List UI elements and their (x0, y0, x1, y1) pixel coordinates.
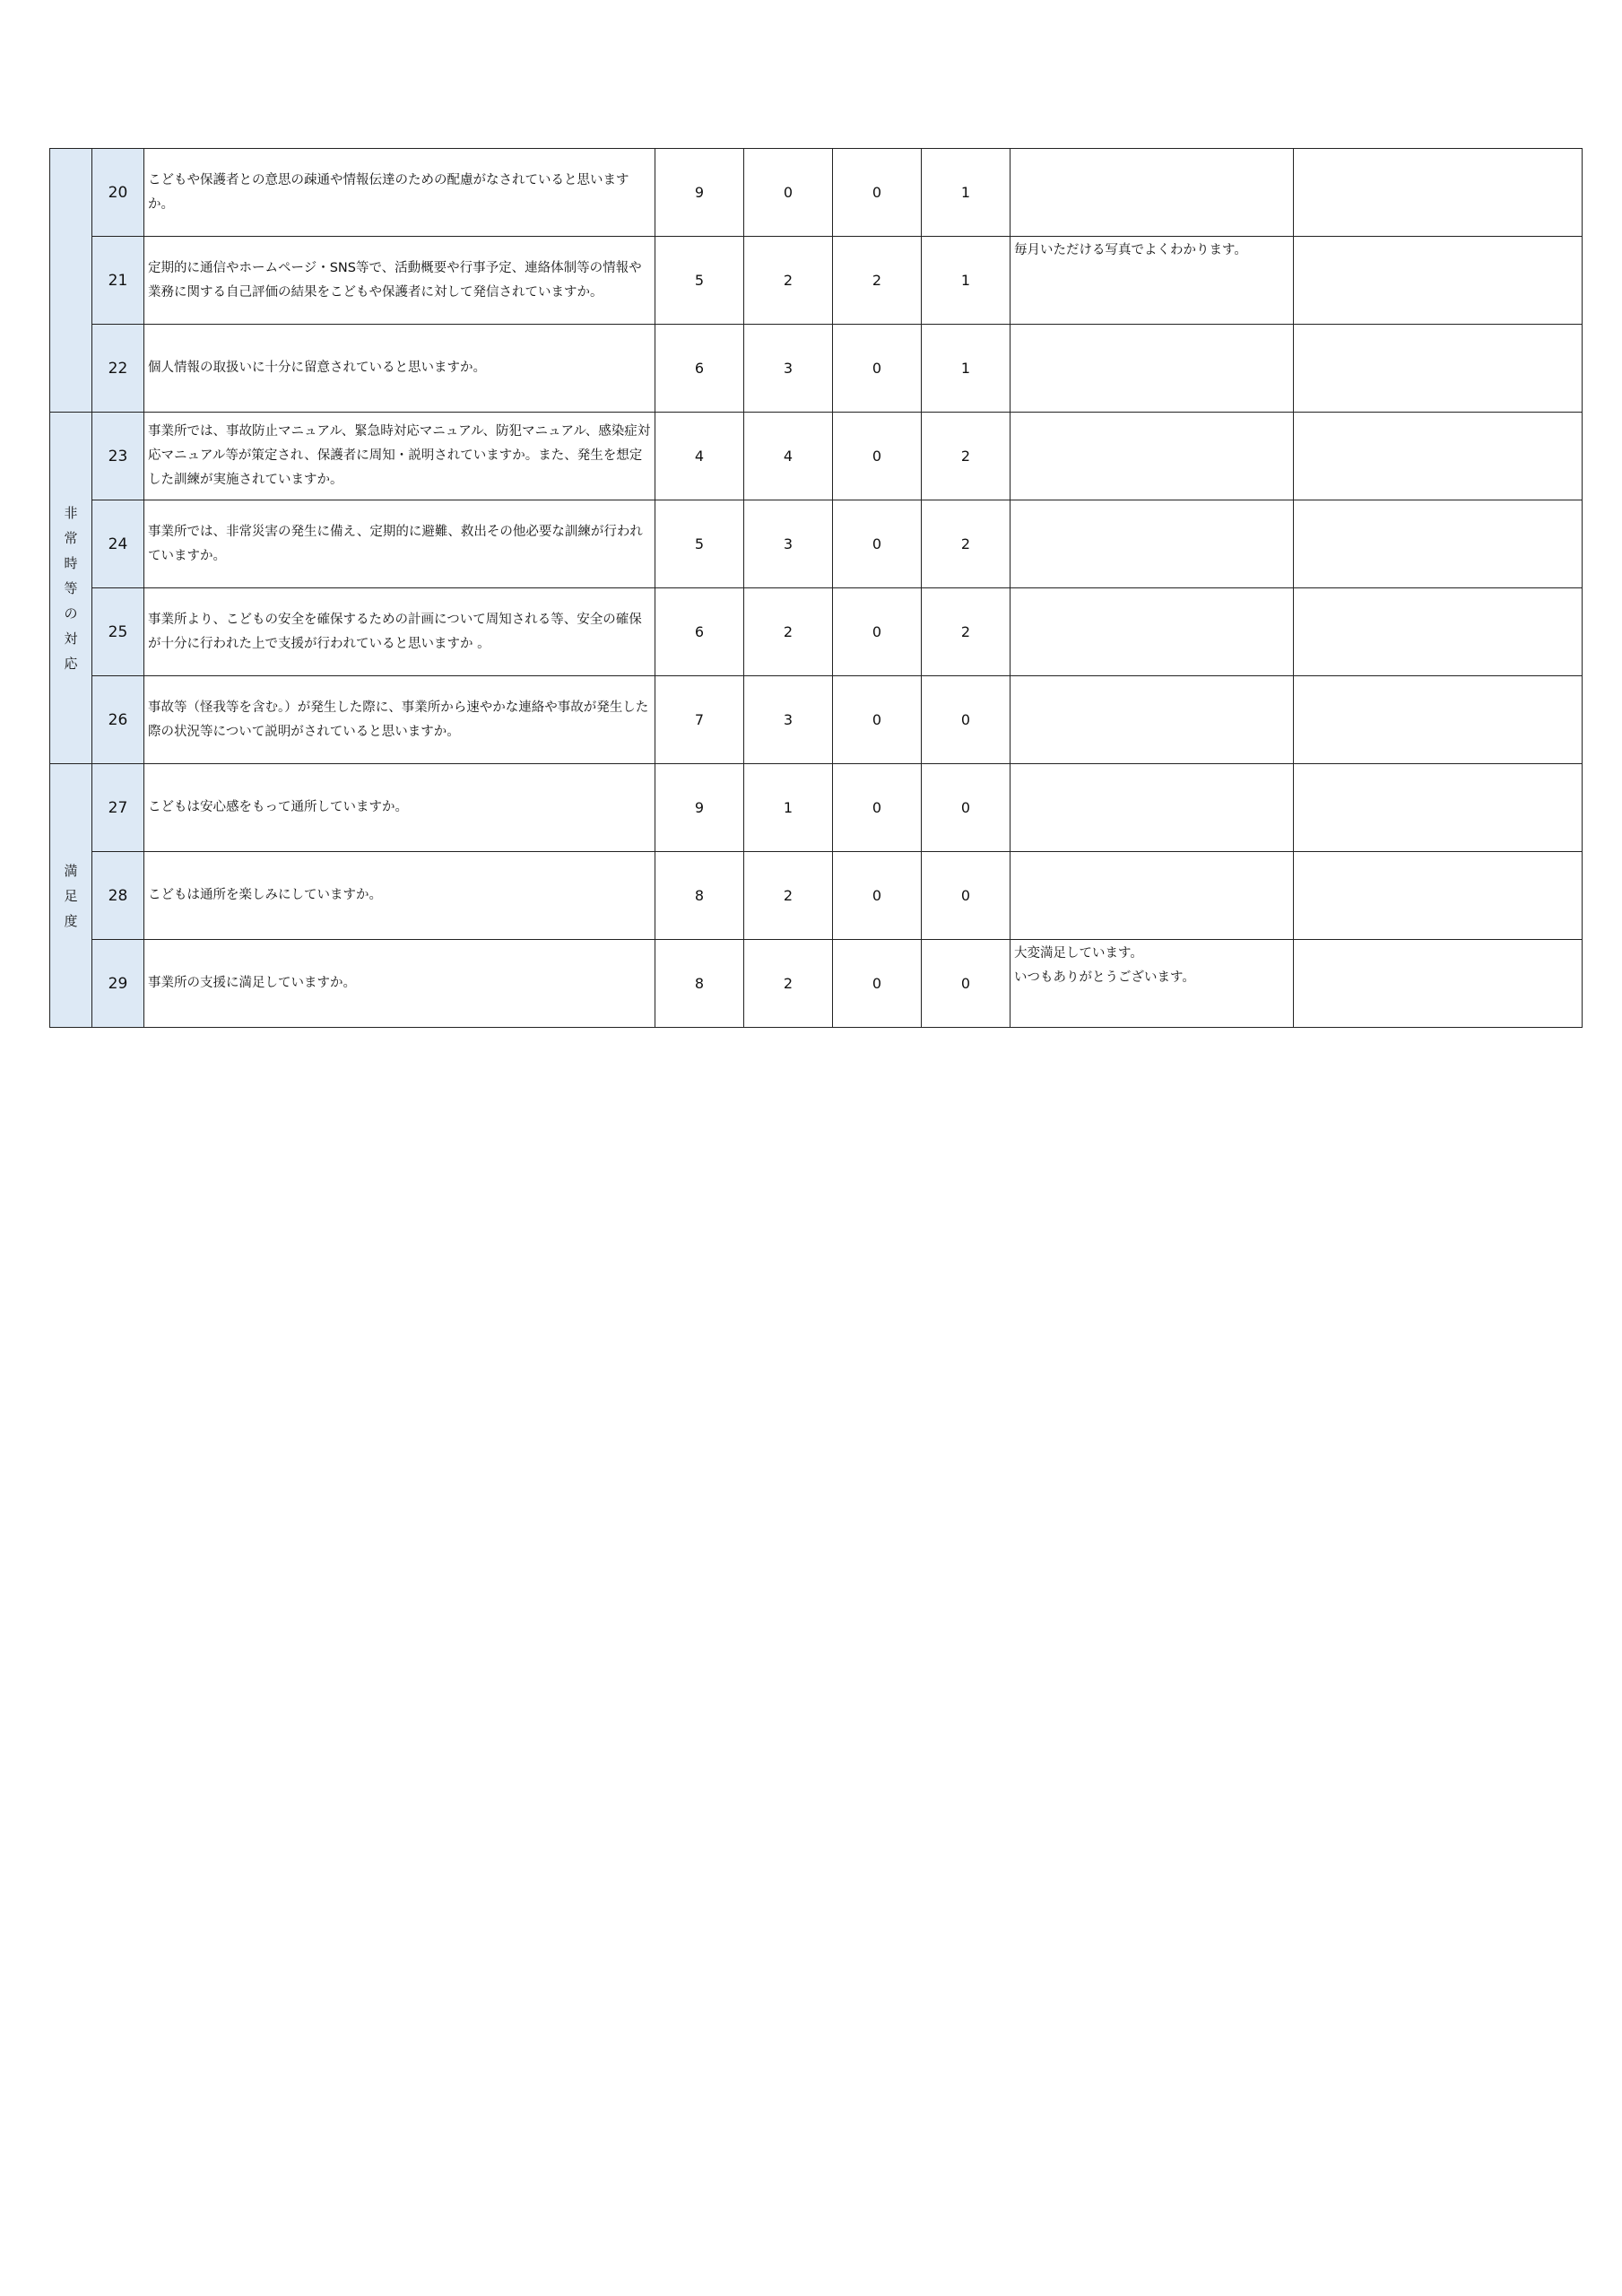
count-a: 5 (655, 237, 744, 325)
survey-table (49, 148, 1583, 1028)
table-row (50, 500, 1583, 588)
guardian-comment (1010, 588, 1294, 676)
question-text: 事故等（怪我等を含む。）が発生した際に、事業所から速やかな連絡や事故が発生した際の状況等について説明がされていると思いますか。 (144, 676, 655, 764)
count-b: 3 (744, 676, 833, 764)
count-a: 9 (655, 764, 744, 852)
guardian-comment (1010, 413, 1294, 500)
count-c: 0 (833, 588, 922, 676)
count-a: 8 (655, 940, 744, 1028)
facility-reply (1294, 237, 1583, 325)
count-b: 0 (744, 149, 833, 237)
count-c: 0 (833, 500, 922, 588)
question-number: 25 (92, 588, 144, 676)
guardian-comment (1010, 325, 1294, 413)
count-c: 0 (833, 852, 922, 940)
count-d: 1 (922, 149, 1010, 237)
facility-reply (1294, 940, 1583, 1028)
table-row (50, 325, 1583, 413)
count-c: 2 (833, 237, 922, 325)
facility-reply (1294, 149, 1583, 237)
table-row (50, 764, 1583, 852)
question-text: 事業所の支援に満足していますか。 (144, 940, 655, 1028)
guardian-comment (1010, 500, 1294, 588)
question-text: こどもや保護者との意思の疎通や情報伝達のための配慮がなされていると思いますか。 (144, 149, 655, 237)
count-d: 0 (922, 940, 1010, 1028)
question-number: 20 (92, 149, 144, 237)
question-number: 27 (92, 764, 144, 852)
count-a: 7 (655, 676, 744, 764)
category-cell (50, 764, 92, 1028)
question-number: 24 (92, 500, 144, 588)
table-row (50, 413, 1583, 500)
count-d: 2 (922, 413, 1010, 500)
count-d: 1 (922, 237, 1010, 325)
count-d: 2 (922, 588, 1010, 676)
count-d: 0 (922, 852, 1010, 940)
guardian-comment (1010, 149, 1294, 237)
category-label: 満足度 (64, 862, 78, 929)
count-b: 1 (744, 764, 833, 852)
question-number: 23 (92, 413, 144, 500)
table-row (50, 852, 1583, 940)
facility-reply (1294, 676, 1583, 764)
count-c: 0 (833, 940, 922, 1028)
guardian-comment (1010, 852, 1294, 940)
category-label: 非常時等の対応 (64, 504, 78, 672)
count-c: 0 (833, 149, 922, 237)
table-row (50, 940, 1583, 1028)
count-a: 5 (655, 500, 744, 588)
question-text: 個人情報の取扱いに十分に留意されていると思いますか。 (144, 325, 655, 413)
question-number: 28 (92, 852, 144, 940)
guardian-comment: 毎月いただける写真でよくわかります。 (1010, 237, 1294, 325)
question-text: こどもは安心感をもって通所していますか。 (144, 764, 655, 852)
question-text: 事業所では、非常災害の発生に備え、定期的に避難、救出その他必要な訓練が行われていますか。 (144, 500, 655, 588)
count-c: 0 (833, 764, 922, 852)
facility-reply (1294, 764, 1583, 852)
question-text: 事業所では、事故防止マニュアル、緊急時対応マニュアル、防犯マニュアル、感染症対応マニュアル等が策定され、保護者に周知・説明されていますか。また、発生を想定した訓練が実施されていますか。 (144, 413, 655, 500)
count-c: 0 (833, 413, 922, 500)
count-a: 6 (655, 325, 744, 413)
question-number: 21 (92, 237, 144, 325)
count-b: 2 (744, 588, 833, 676)
guardian-comment: 大変満足しています。 いつもありがとうございます。 (1010, 940, 1294, 1028)
question-number: 29 (92, 940, 144, 1028)
table-row (50, 588, 1583, 676)
count-b: 4 (744, 413, 833, 500)
guardian-comment (1010, 676, 1294, 764)
facility-reply (1294, 500, 1583, 588)
question-number: 26 (92, 676, 144, 764)
count-a: 8 (655, 852, 744, 940)
facility-reply (1294, 852, 1583, 940)
table-row (50, 149, 1583, 237)
count-d: 0 (922, 764, 1010, 852)
category-cell (50, 149, 92, 413)
count-c: 0 (833, 325, 922, 413)
facility-reply (1294, 413, 1583, 500)
count-b: 2 (744, 237, 833, 325)
count-a: 6 (655, 588, 744, 676)
count-d: 2 (922, 500, 1010, 588)
count-d: 1 (922, 325, 1010, 413)
facility-reply (1294, 325, 1583, 413)
question-number: 22 (92, 325, 144, 413)
guardian-comment (1010, 764, 1294, 852)
facility-reply (1294, 588, 1583, 676)
question-text: こどもは通所を楽しみにしていますか。 (144, 852, 655, 940)
question-text: 定期的に通信やホームページ・SNS等で、活動概要や行事予定、連絡体制等の情報や業務に関する自己評価の結果をこどもや保護者に対して発信されていますか。 (144, 237, 655, 325)
count-b: 3 (744, 500, 833, 588)
count-a: 9 (655, 149, 744, 237)
count-a: 4 (655, 413, 744, 500)
count-b: 2 (744, 852, 833, 940)
question-text: 事業所より、こどもの安全を確保するための計画について周知される等、安全の確保が十分に行われた上で支援が行われていると思いますか 。 (144, 588, 655, 676)
count-b: 3 (744, 325, 833, 413)
category-cell (50, 413, 92, 764)
count-d: 0 (922, 676, 1010, 764)
count-b: 2 (744, 940, 833, 1028)
table-row (50, 237, 1583, 325)
table-row (50, 676, 1583, 764)
count-c: 0 (833, 676, 922, 764)
